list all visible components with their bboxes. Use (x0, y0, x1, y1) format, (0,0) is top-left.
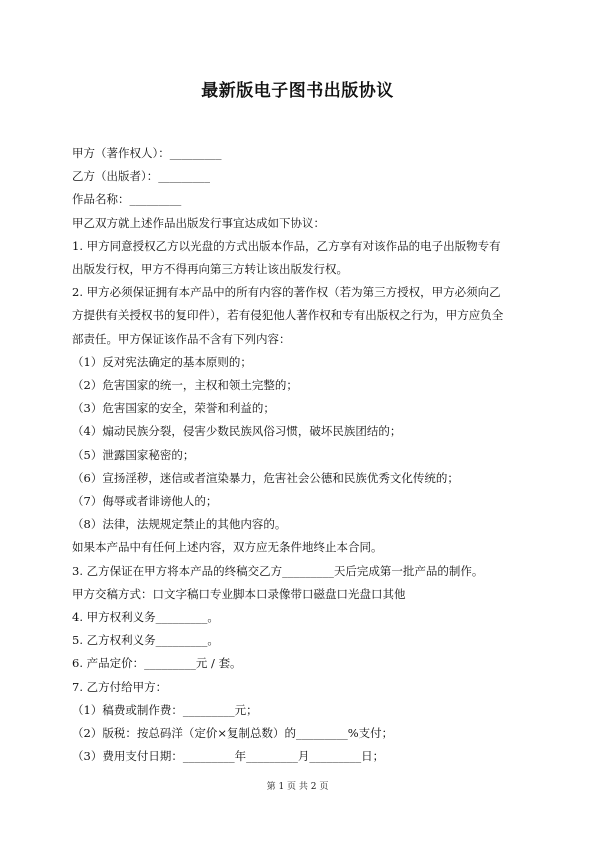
clause-6-line: 6. 产品定价：_________元 / 套。 (72, 656, 242, 671)
page-number-footer: 第 1 页 共 2 页 (266, 782, 329, 792)
payment-item-2: （2）版税：按总码洋（定价×复制总数）的_________%支付； (72, 726, 394, 741)
prohibited-item-5: （5）泄露国家秘密的； (72, 447, 195, 462)
submission-method-line: 甲方交稿方式：口文字稿口专业脚本口录像带口磁盘口光盘口其他 (72, 586, 406, 601)
work-name-line: 作品名称：_________ (72, 192, 182, 207)
clause-1-line-2: 出版发行权，甲方不得再向第三方转让该出版发行权。 (72, 262, 348, 277)
document-title: 最新版电子图书出版协议 (201, 81, 394, 101)
prohibited-item-1: （1）反对宪法确定的基本原则的； (72, 354, 252, 369)
clause-5-line: 5. 乙方权利义务_________。 (72, 633, 219, 648)
clause-1-line-1: 1. 甲方同意授权乙方以光盘的方式出版本作品，乙方享有对该作品的电子出版物专有 (72, 238, 501, 253)
prohibited-item-4: （4）煽动民族分裂，侵害少数民族风俗习惯，破坏民族团结的； (72, 424, 402, 439)
payment-item-3: （3）费用支付日期：_________年_________月_________日； (72, 749, 385, 764)
prohibited-item-3: （3）危害国家的安全，荣誉和利益的； (72, 401, 275, 416)
document-body (72, 142, 532, 768)
clause-7-line: 7. 乙方付给甲方： (72, 679, 168, 694)
clause-2-line-1: 2. 甲方必须保证拥有本产品中的所有内容的著作权（若为第三方授权，甲方必须向乙 (72, 285, 501, 300)
prohibited-item-2: （2）危害国家的统一，主权和领土完整的； (72, 378, 298, 393)
clause-4-line: 4. 甲方权利义务_________。 (72, 610, 219, 625)
clause-3-line: 3. 乙方保证在甲方将本产品的终稿交乙方_________天后完成第一批产品的制作。 (72, 563, 484, 578)
prohibited-item-8: （8）法律，法规规定禁止的其他内容的。 (72, 517, 287, 532)
termination-line: 如果本产品中有任何上述内容，双方应无条件地终止本合同。 (72, 540, 383, 555)
party-b-line: 乙方（出版者）：_________ (72, 169, 210, 184)
prohibited-item-7: （7）侮辱或者诽谤他人的； (72, 494, 218, 509)
clause-2-line-2: 方提供有关授权书的复印件），若有侵犯他人著作权和专有出版权之行为，甲方应负全 (72, 308, 504, 323)
party-a-line: 甲方（著作权人）：_________ (72, 146, 222, 160)
payment-item-1: （1）稿费或制作费：_________元； (72, 702, 258, 717)
agreement-intro: 甲乙双方就上述作品出版发行事宜达成如下协议： (72, 215, 325, 230)
prohibited-item-6: （6）宣扬淫秽，迷信或者渲染暴力，危害社会公德和民族优秀文化传统的； (72, 470, 459, 485)
clause-2-line-3: 部责任。甲方保证该作品不含有下列内容： (72, 331, 291, 346)
